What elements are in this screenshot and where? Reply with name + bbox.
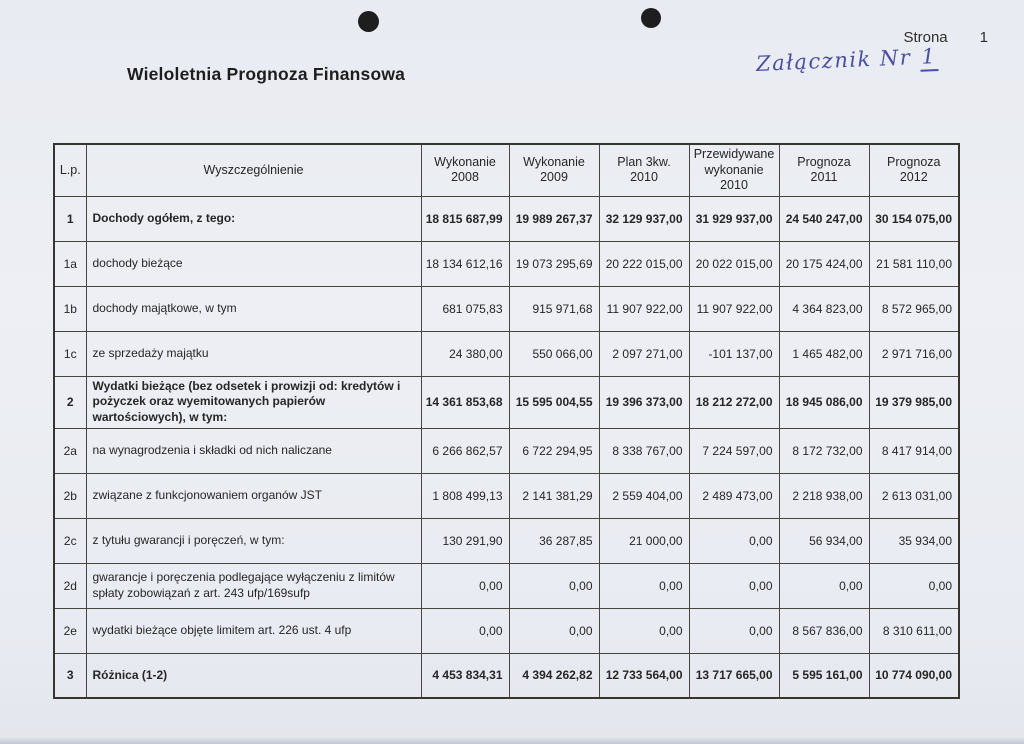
row-value-plan-3kw-2010: 0,00 [599,608,689,653]
header-prognoza-2012: Prognoza 2012 [869,144,959,196]
row-value-prognoza-2011: 8 172 732,00 [779,428,869,473]
table-row [54,286,959,331]
handwritten-annotation-text: Załącznik Nr [755,45,912,76]
table-row [54,196,959,241]
row-lp: 1c [54,331,86,376]
table-row [54,376,959,428]
row-value-wykonanie-2008: 681 075,83 [421,286,509,331]
row-value-prognoza-2011: 5 595 161,00 [779,653,869,698]
row-value-prognoza-2011: 24 540 247,00 [779,196,869,241]
row-lp: 1 [54,196,86,241]
row-value-wykonanie-2009: 36 287,85 [509,518,599,563]
row-value-prognoza-2012: 0,00 [869,563,959,608]
row-value-prognoza-2012: 19 379 985,00 [869,376,959,428]
row-value-przewidywane-2010: 7 224 597,00 [689,428,779,473]
row-value-prognoza-2012: 2 613 031,00 [869,473,959,518]
row-value-wykonanie-2008: 18 134 612,16 [421,241,509,286]
row-label: ze sprzedaży majątku [86,331,421,376]
row-lp: 2d [54,563,86,608]
row-value-plan-3kw-2010: 20 222 015,00 [599,241,689,286]
row-value-prognoza-2012: 8 310 611,00 [869,608,959,653]
row-label: z tytułu gwarancji i poręczeń, w tym: [86,518,421,563]
row-value-wykonanie-2008: 0,00 [421,608,509,653]
row-label: dochody majątkowe, w tym [86,286,421,331]
row-value-prognoza-2011: 56 934,00 [779,518,869,563]
table-header-row [54,144,959,196]
row-value-przewidywane-2010: 0,00 [689,608,779,653]
header-plan-3kw-2010: Plan 3kw. 2010 [599,144,689,196]
row-value-prognoza-2011: 1 465 482,00 [779,331,869,376]
table-body [54,196,959,698]
header-wyszczegolnienie: Wyszczególnienie [86,144,421,196]
row-value-wykonanie-2008: 14 361 853,68 [421,376,509,428]
row-value-prognoza-2012: 10 774 090,00 [869,653,959,698]
row-value-plan-3kw-2010: 2 559 404,00 [599,473,689,518]
row-label: związane z funkcjonowaniem organów JST [86,473,421,518]
header-prognoza-2011: Prognoza 2011 [779,144,869,196]
punch-hole-icon [641,8,661,28]
row-value-plan-3kw-2010: 19 396 373,00 [599,376,689,428]
header-przewidywane-2010: Przewidywane wykonanie 2010 [689,144,779,196]
document-title: Wieloletnia Prognoza Finansowa [127,64,406,84]
row-value-wykonanie-2009: 4 394 262,82 [509,653,599,698]
row-value-plan-3kw-2010: 0,00 [599,563,689,608]
handwritten-annotation-number: 1 [919,44,939,72]
page-number-value: 1 [979,29,988,46]
row-lp: 2 [54,376,86,428]
row-value-prognoza-2012: 21 581 110,00 [869,241,959,286]
table-row [54,428,959,473]
row-value-przewidywane-2010: 20 022 015,00 [689,241,779,286]
row-value-prognoza-2011: 0,00 [779,563,869,608]
financial-forecast-table [53,143,960,699]
row-value-prognoza-2011: 8 567 836,00 [779,608,869,653]
row-label: wydatki bieżące objęte limitem art. 226 ust. 4 ufp [86,608,421,653]
row-value-plan-3kw-2010: 32 129 937,00 [599,196,689,241]
row-value-przewidywane-2010: -101 137,00 [689,331,779,376]
row-label: gwarancje i poręczenia podlegające wyłączeniu z limitów spłaty zobowiązań z art. 243 ufp/169sufp [86,563,421,608]
row-label: Wydatki bieżące (bez odsetek i prowizji od: kredytów i pożyczek oraz wyemitowanych papierów wartościowych), w tym: [86,376,421,428]
row-value-wykonanie-2009: 550 066,00 [509,331,599,376]
row-value-wykonanie-2008: 24 380,00 [421,331,509,376]
row-value-przewidywane-2010: 18 212 272,00 [689,376,779,428]
row-value-wykonanie-2009: 19 989 267,37 [509,196,599,241]
row-label: dochody bieżące [86,241,421,286]
row-label: Dochody ogółem, z tego: [86,196,421,241]
table-row [54,608,959,653]
row-value-prognoza-2012: 8 572 965,00 [869,286,959,331]
row-value-wykonanie-2008: 18 815 687,99 [421,196,509,241]
row-value-prognoza-2011: 20 175 424,00 [779,241,869,286]
row-value-wykonanie-2009: 915 971,68 [509,286,599,331]
row-value-wykonanie-2008: 1 808 499,13 [421,473,509,518]
row-value-przewidywane-2010: 0,00 [689,518,779,563]
page-number [903,29,988,46]
table-header [54,144,959,196]
row-value-prognoza-2012: 30 154 075,00 [869,196,959,241]
row-value-wykonanie-2009: 2 141 381,29 [509,473,599,518]
row-value-plan-3kw-2010: 11 907 922,00 [599,286,689,331]
row-value-wykonanie-2008: 0,00 [421,563,509,608]
row-value-prognoza-2011: 2 218 938,00 [779,473,869,518]
row-value-przewidywane-2010: 2 489 473,00 [689,473,779,518]
row-lp: 1a [54,241,86,286]
row-value-przewidywane-2010: 11 907 922,00 [689,286,779,331]
row-lp: 2b [54,473,86,518]
row-label: Różnica (1-2) [86,653,421,698]
table-row [54,653,959,698]
row-value-wykonanie-2008: 4 453 834,31 [421,653,509,698]
row-value-wykonanie-2009: 0,00 [509,608,599,653]
row-value-prognoza-2012: 8 417 914,00 [869,428,959,473]
table-row [54,241,959,286]
handwritten-annotation [756,44,939,76]
row-value-plan-3kw-2010: 8 338 767,00 [599,428,689,473]
row-value-wykonanie-2009: 0,00 [509,563,599,608]
row-value-prognoza-2012: 35 934,00 [869,518,959,563]
page-number-label: Strona [903,29,948,46]
row-value-wykonanie-2009: 15 595 004,55 [509,376,599,428]
header-wykonanie-2008: Wykonanie 2008 [421,144,509,196]
row-value-wykonanie-2008: 6 266 862,57 [421,428,509,473]
header-wykonanie-2009: Wykonanie 2009 [509,144,599,196]
table-row [54,473,959,518]
row-lp: 1b [54,286,86,331]
row-value-przewidywane-2010: 31 929 937,00 [689,196,779,241]
row-value-prognoza-2011: 18 945 086,00 [779,376,869,428]
row-value-przewidywane-2010: 0,00 [689,563,779,608]
row-value-przewidywane-2010: 13 717 665,00 [689,653,779,698]
row-value-wykonanie-2009: 19 073 295,69 [509,241,599,286]
row-value-plan-3kw-2010: 2 097 271,00 [599,331,689,376]
header-lp: L.p. [54,144,86,196]
row-value-plan-3kw-2010: 12 733 564,00 [599,653,689,698]
table-row [54,331,959,376]
row-lp: 2a [54,428,86,473]
row-lp: 3 [54,653,86,698]
row-value-wykonanie-2009: 6 722 294,95 [509,428,599,473]
row-value-wykonanie-2008: 130 291,90 [421,518,509,563]
row-value-prognoza-2011: 4 364 823,00 [779,286,869,331]
row-value-prognoza-2012: 2 971 716,00 [869,331,959,376]
table-row [54,563,959,608]
row-lp: 2c [54,518,86,563]
table-row [54,518,959,563]
row-lp: 2e [54,608,86,653]
punch-hole-icon [358,11,379,32]
row-label: na wynagrodzenia i składki od nich naliczane [86,428,421,473]
row-value-plan-3kw-2010: 21 000,00 [599,518,689,563]
